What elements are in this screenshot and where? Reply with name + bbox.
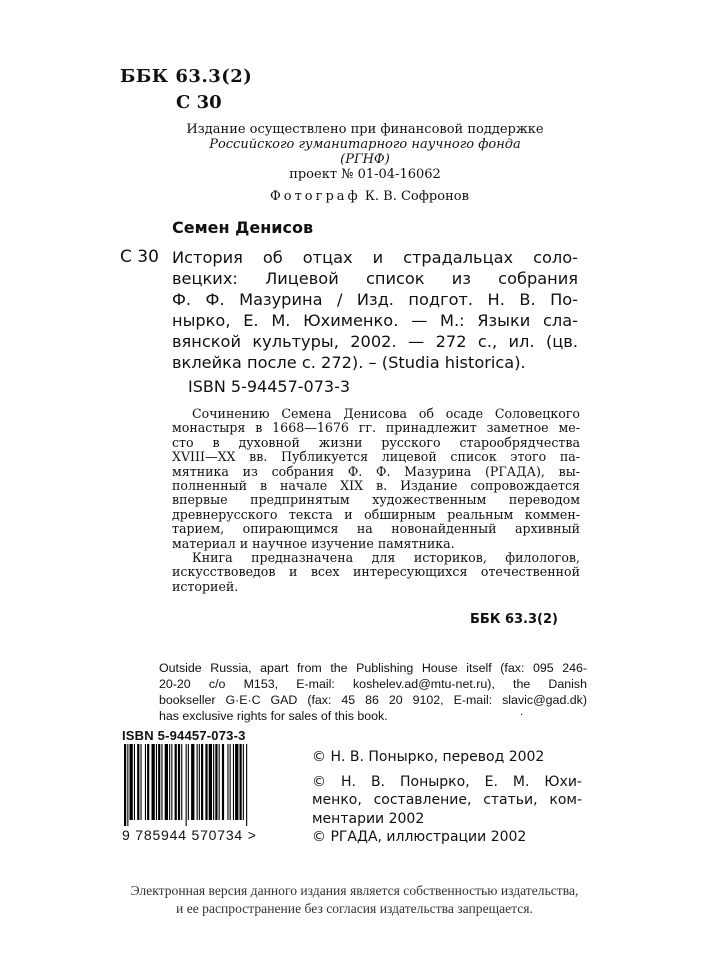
barcode-bar — [243, 744, 244, 820]
barcode-bar — [205, 744, 207, 820]
author-name: Семен Денисов — [172, 218, 314, 237]
barcode-bar — [186, 744, 187, 826]
barcode-bar — [127, 744, 128, 826]
copyright-line: © РГАДА, иллюстрации 2002 — [312, 829, 527, 846]
annotation-line: Книга предназначена для историков, филологов, — [192, 550, 580, 566]
annotation-line: сто в духовной жизни русского старообрядчества — [172, 434, 580, 450]
citation-line: вклейка после с. 272). – (Studia historica). — [172, 353, 526, 372]
notice-line: has exclusive rights for sales of this book. — [159, 709, 388, 723]
citation-line: История об отцах и страдальцах соло- — [172, 248, 578, 267]
barcode-bar — [169, 744, 170, 820]
barcode-bar — [246, 744, 247, 826]
photographer-credit — [270, 189, 469, 204]
funding-line-4: проект № 01-04-16062 — [289, 167, 441, 182]
barcode-bar — [197, 744, 198, 820]
copyright-block — [312, 748, 582, 847]
annotation-line: историей. — [172, 578, 239, 594]
barcode-bar — [222, 744, 224, 820]
barcode-bar — [201, 744, 203, 820]
barcode-bar — [156, 744, 157, 820]
copyright-line: © Н. В. Понырко, Е. М. Юхи- — [312, 773, 582, 790]
isbn-barcode — [118, 728, 294, 846]
barcode-bar — [199, 744, 200, 820]
annotation-line: древнерусского текста и обширным реальным коммен- — [172, 506, 580, 522]
funding-line-3: (РГНФ) — [340, 152, 390, 167]
barcode-bar — [188, 744, 189, 820]
barcode-bar — [175, 744, 177, 820]
barcode-bar — [219, 744, 220, 820]
citation-mark: С 30 — [120, 247, 159, 267]
barcode-bar — [137, 744, 139, 820]
barcode-bar — [233, 744, 234, 820]
isbn-number: ISBN 5-94457-073-3 — [188, 377, 351, 396]
bibliographic-citation — [172, 247, 578, 373]
bbk-index-top: ББК 63.3(2) — [120, 66, 253, 87]
barcode-bar — [130, 744, 133, 820]
barcode-bar — [171, 744, 172, 820]
barcode-bar — [161, 744, 162, 820]
annotation-line: мятника из собрания Ф. Ф. Мазурина (РГАДА), вы- — [172, 463, 580, 479]
citation-line: нырко, Е. М. Юхименко. — М.: Языки сла- — [172, 311, 578, 330]
copyright-line: ментарии 2002 — [312, 810, 425, 827]
barcode-bar — [209, 744, 212, 820]
annotation-line: Сочинению Семена Денисова об осаде Соловецкого — [192, 406, 580, 421]
annotation-line: монастыря в 1668—1676 гг. принадлежит заметное ме- — [172, 420, 580, 436]
funding-line-1: Издание осуществлено при финансовой поддержке — [186, 122, 544, 137]
footer-line-1: Электронная версия данного издания является собственностью издательства, — [130, 883, 579, 898]
annotation-block — [172, 407, 580, 594]
author-mark-top: С 30 — [176, 92, 222, 113]
barcode-bar — [165, 744, 168, 820]
barcode-bar — [227, 744, 228, 820]
barcode-bar — [191, 744, 194, 820]
barcode-bar — [230, 744, 231, 820]
stray-dot: · — [520, 710, 524, 721]
annotation-line: искусствоведов и всех интересующихся отечественной — [172, 564, 580, 580]
citation-line: вецких: Лицевой список из собрания — [172, 269, 578, 288]
footer-line-2: и ее распространение без согласия издательства запрещается. — [176, 901, 533, 916]
copyright-line: © Н. В. Понырко, перевод 2002 — [312, 749, 545, 765]
notice-line: Outside Russia, apart from the Publishing House itself (fax: 095 246- — [159, 661, 587, 675]
barcode-bar — [240, 744, 242, 820]
barcode-digits: 9 785944 570734 > — [122, 827, 257, 843]
annotation-line: впервые предпринятым художественным переводом — [172, 492, 580, 508]
annotation-line: XVIII—XX вв. Публикуется лицевой список этого па- — [172, 449, 580, 465]
barcode-bar — [213, 744, 214, 820]
barcode-bar — [215, 744, 217, 820]
barcode-bar — [235, 744, 238, 820]
bbk-index-bottom: ББК 63.3(2) — [470, 612, 558, 627]
barcode-isbn-label: ISBN 5-94457-073-3 — [122, 728, 246, 743]
barcode-bar — [178, 744, 180, 820]
photographer-label: Фотограф — [270, 189, 361, 204]
copyright-line: менко, составление, статьи, ком- — [312, 792, 582, 809]
barcode-bar — [141, 744, 142, 820]
barcode-bar — [147, 744, 149, 820]
photographer-name: К. В. Софронов — [364, 189, 469, 204]
citation-line: Ф. Ф. Мазурина / Изд. подгот. Н. В. По- — [172, 290, 578, 309]
annotation-line: тарием, опирающимся на новонайденный архивный — [172, 521, 580, 537]
barcode-bars — [122, 744, 290, 826]
notice-line: bookseller G·E·C GAD (fax: 45 86 20 9102, E-mail: slavic@gad.dk) — [159, 693, 587, 707]
annotation-line: материал и научное изучение памятника. — [172, 535, 455, 551]
barcode-bar — [158, 744, 160, 820]
barcode-bar — [152, 744, 155, 820]
funding-line-2: Российского гуманитарного научного фонда — [209, 137, 521, 152]
annotation-line: полненный в начале XIX в. Издание сопровождается — [172, 478, 580, 494]
barcode-bar — [134, 744, 135, 820]
barcode-bar — [124, 744, 126, 826]
barcode-bar — [181, 744, 182, 820]
citation-line: вянской культуры, 2002. — 272 с., ил. (цв. — [172, 332, 578, 351]
notice-line: 20-20 c/o M153, E-mail: koshelev.ad@mtu-net.ru), the Danish — [159, 677, 587, 691]
barcode-bar — [145, 744, 146, 820]
funding-block — [150, 122, 580, 182]
electronic-version-notice — [0, 882, 709, 918]
